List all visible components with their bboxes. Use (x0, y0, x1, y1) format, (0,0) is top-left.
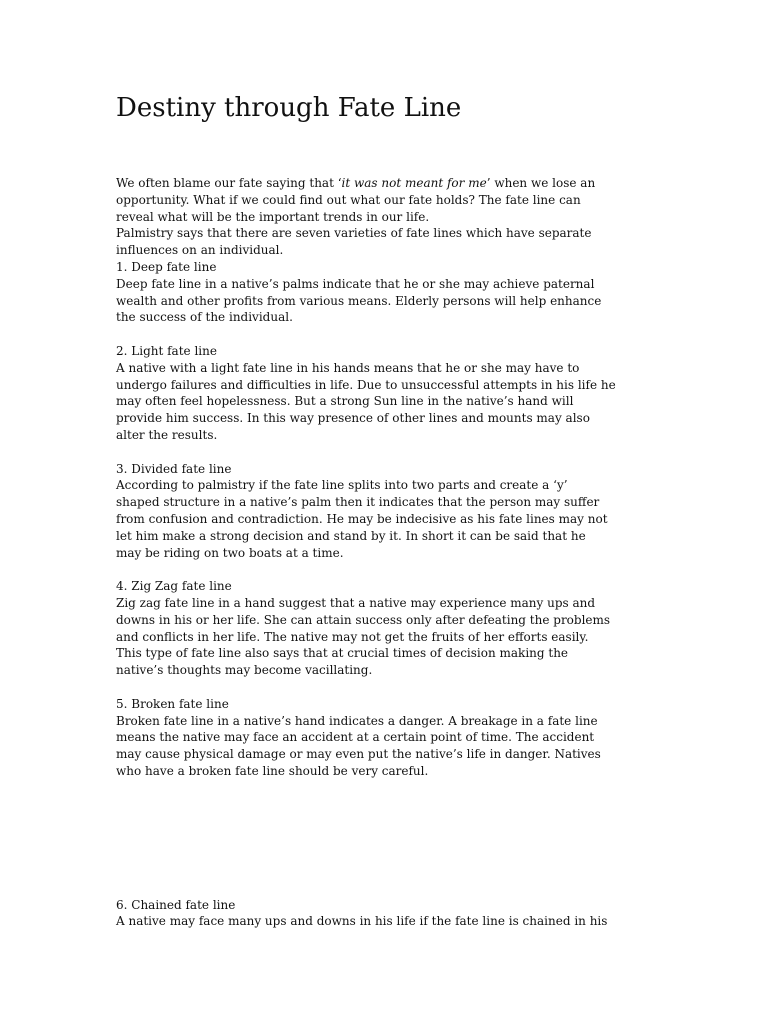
section-divided-fate-line (116, 461, 656, 562)
section-line: shaped structure in a native’s palm then it indicates that the person may suffer (116, 495, 600, 510)
intro-quote: it was not meant for me (341, 176, 487, 190)
section-zig-zag-fate-line (116, 578, 656, 679)
document-body (116, 175, 656, 930)
section-chained-fate-line (116, 897, 656, 931)
section-deep-fate-line (116, 259, 656, 326)
section-line: alter the results. (116, 427, 218, 442)
intro-line: reveal what will be the important trends in our life. (116, 209, 430, 224)
section-line: native’s thoughts may become vacillating. (116, 663, 373, 678)
section-line: A native may face many ups and downs in his life if the fate line is chained in his (116, 914, 608, 929)
section-line: let him make a strong decision and stand by it. In short it can be said that he (116, 528, 586, 543)
section-line: undergo failures and difficulties in life. Due to unsuccessful attempts in his life he (116, 377, 616, 392)
section-broken-fate-line (116, 696, 656, 780)
section-heading: 1. Deep fate line (116, 259, 217, 274)
page-title: Destiny through Fate Line (116, 93, 462, 123)
section-line: Zig zag fate line in a hand suggest that a native may experience many ups and (116, 595, 596, 610)
section-line: the success of the individual. (116, 310, 293, 325)
section-heading: 4. Zig Zag fate line (116, 579, 232, 594)
section-light-fate-line (116, 343, 656, 444)
section-line: may often feel hopelessness. But a strong Sun line in the native’s hand will (116, 394, 574, 409)
intro-line: We often blame our fate saying that ‘it was not meant for me’ when we lose an (116, 176, 596, 190)
section-line: This type of fate line also says that at crucial times of decision making the (116, 646, 569, 661)
intro-line: Palmistry says that there are seven varieties of fate lines which have separate (116, 226, 592, 241)
section-heading: 5. Broken fate line (116, 696, 229, 711)
section-line: downs in his or her life. She can attain success only after defeating the problems (116, 612, 611, 627)
section-line: may be riding on two boats at a time. (116, 545, 344, 560)
intro-paragraph (116, 175, 656, 259)
section-line: from confusion and contradiction. He may be indecisive as his fate lines may not (116, 511, 608, 526)
section-line: Deep fate line in a native’s palms indicate that he or she may achieve paternal (116, 276, 595, 291)
section-line: A native with a light fate line in his hands means that he or she may have to (116, 360, 580, 375)
section-heading: 2. Light fate line (116, 343, 217, 358)
section-line: who have a broken fate line should be very careful. (116, 763, 429, 778)
section-line: Broken fate line in a native’s hand indicates a danger. A breakage in a fate line (116, 713, 598, 728)
section-line: provide him success. In this way presence of other lines and mounts may also (116, 411, 590, 426)
section-line: and conflicts in her life. The native may not get the fruits of her efforts easily. (116, 629, 589, 644)
section-line: According to palmistry if the fate line splits into two parts and create a ‘y’ (116, 478, 568, 493)
intro-line: opportunity. What if we could find out what our fate holds? The fate line can (116, 192, 581, 207)
section-line: means the native may face an accident at a certain point of time. The accident (116, 730, 595, 745)
section-line: may cause physical damage or may even put the native’s life in danger. Natives (116, 747, 601, 762)
section-heading: 6. Chained fate line (116, 897, 236, 912)
section-line: wealth and other profits from various means. Elderly persons will help enhance (116, 293, 602, 308)
intro-line: influences on an individual. (116, 243, 284, 258)
section-heading: 3. Divided fate line (116, 461, 232, 476)
